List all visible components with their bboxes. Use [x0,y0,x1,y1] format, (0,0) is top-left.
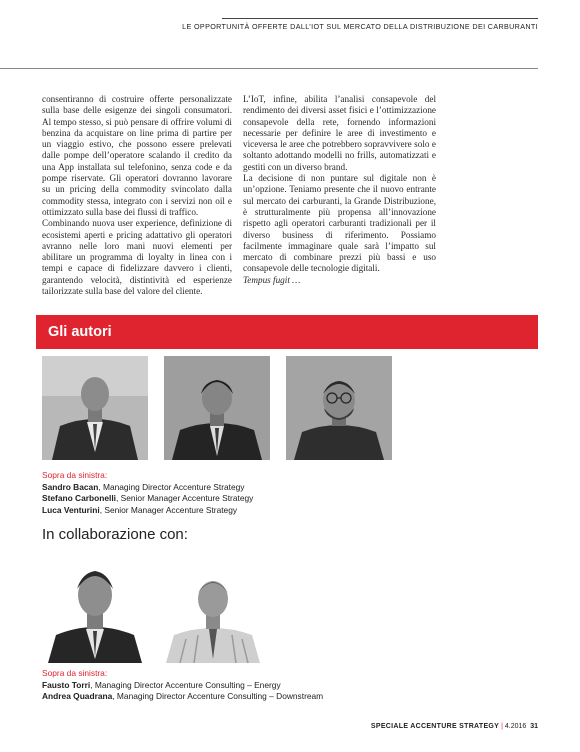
person-role: , Senior Manager Accenture Strategy [99,504,238,515]
footer-separator: | [501,723,503,730]
collab-photo-quadrana [160,563,266,663]
caption-person [42,680,323,692]
caption-lead: Sopra da sinistra: [42,470,108,480]
article-column-left [42,94,232,297]
page-number: 31 [530,723,538,730]
closing-line: Tempus fugit … [243,274,301,285]
person-role: , Managing Director Accenture Strategy [98,481,245,492]
footer-issue: 4.2016 [504,723,527,730]
collaboration-title: In collaborazione con: [42,526,188,543]
person-name: Luca Venturini [42,504,100,515]
section-divider [0,68,538,69]
caption-person [42,493,253,505]
collab-photo-torri [42,555,148,663]
running-title: LE OPPORTUNITÀ OFFERTE DALL’IOT SUL MERCATO DELLA DISTRIBUZIONE DEI CARBURANTI [182,22,538,31]
caption-person [42,482,253,494]
person-name: Stefano Carbonelli [42,493,116,504]
article-column-right [243,94,436,286]
caption-lead: Sopra da sinistra: [42,668,108,678]
authors-title: Gli autori [48,324,112,340]
article-paragraph: consentiranno di costruire offerte personalizzate sulla base delle esigenze dei singoli consumatori. Al tempo stesso, si può pensare di offrire volumi di benzina da acquistare on line prima di partire per un viaggio estivo, che possono essere prelevati dalle pompe dell’operatore scalando il credito da una App installata sul telefonino, senza code e da pompe riservate. Gli operatori dovranno lavorare su un pricing della commodity svincolato dalla commodity stessa, integrato con i servizi non oil e ottimizzato sulla base dei flussi di traffico. [42,94,232,217]
person-role: , Managing Director Accenture Consulting – Energy [90,679,281,690]
caption-person [42,691,323,703]
page-footer [371,723,538,730]
authors-caption [42,470,253,516]
article-paragraph: La decisione di non puntare sul digitale non è un’opzione. Teniamo presente che il nuovo entrante sul mercato dei carburanti, la Grande Distribuzione, è strutturalmente più propensa all’innovazione rispetto agli operatori carburanti tradizionali per il diverso business di riferimento. Possiamo facilmente immaginare quale sarà l’impatto sul mercato di combinare prezzi più bassi e uso consapevole delle tecnologie digitali. [243,173,436,274]
caption-person [42,505,253,517]
person-name: Andrea Quadrana [42,691,113,702]
article-paragraph: L’IoT, infine, abilita l’analisi consapevole del rendimento dei diversi asset fisici e l’ottimizzazione consapevole della rete, fornendo informazioni necessarie per definire le aree di investimento e viceversa le aree che potrebbero sopravvivere solo e soltanto adottando modelli no frills, automatizzati e gestiti con un diverso brand. [243,94,436,172]
person-role: , Managing Director Accenture Consulting – Downstream [112,691,324,702]
footer-brand: SPECIALE ACCENTURE STRATEGY [370,723,500,730]
person-name: Sandro Bacan [42,481,99,492]
author-photo-carbonelli [164,356,270,460]
person-name: Fausto Torri [42,679,91,690]
author-photo-venturini [286,356,392,460]
person-role: , Senior Manager Accenture Strategy [116,493,254,504]
collaboration-caption [42,668,323,703]
header-rule [222,18,538,19]
author-photo-bacan [42,356,148,460]
article-paragraph: Combinando nuova user experience, definizione di ecosistemi aperti e pricing adattativo gli operatori avranno nelle loro mani nuovi elementi per abilitare un programma di loyalty in linea con i tempi e capace di fidelizzare davvero i clienti, garantendo velocità, distintività ed esperienze tailorizzate sulla base del valore del cliente. [42,218,232,297]
authors-banner [36,315,538,349]
